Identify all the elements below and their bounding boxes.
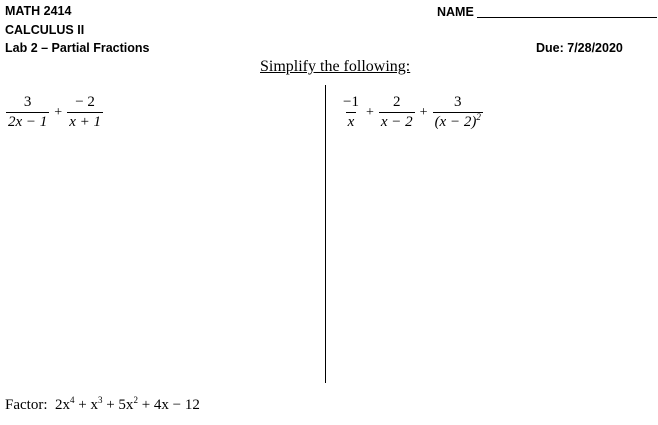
fraction-3	[433, 94, 483, 131]
factor-term-4: + 4x − 12	[137, 397, 200, 413]
course-number: MATH 2414	[5, 4, 72, 18]
due-date: Due: 7/28/2020	[536, 41, 623, 55]
name-label: NAME	[437, 5, 474, 19]
fraction-1	[6, 94, 49, 131]
numerator: − 2	[75, 94, 95, 110]
fraction-1	[341, 94, 361, 131]
exponent: 2	[476, 112, 481, 122]
factor-problem	[5, 397, 200, 414]
denominator: x − 2	[380, 114, 413, 130]
exponent: 3	[97, 395, 103, 405]
denominator	[433, 112, 483, 131]
fraction-2	[379, 94, 415, 131]
exponent: 2	[133, 395, 138, 405]
name-blank-line	[477, 17, 657, 18]
denominator: 2x − 1	[8, 114, 48, 130]
numerator: 3	[453, 94, 462, 110]
denominator: x	[347, 114, 355, 130]
numerator: 3	[23, 94, 32, 110]
problem-1-expression	[4, 94, 105, 131]
denominator: x + 1	[69, 114, 101, 130]
fraction-2	[67, 94, 103, 131]
exponent: 4	[70, 395, 75, 405]
lab-title: Lab 2 – Partial Fractions	[5, 41, 150, 55]
problem-2-expression	[339, 94, 485, 131]
factor-term-3: + 5x	[102, 397, 134, 413]
plus-sign: +	[54, 104, 63, 120]
course-title: CALCULUS II	[5, 23, 85, 37]
numerator: 2	[393, 94, 401, 110]
factor-term-2: + x	[74, 397, 98, 413]
instruction-heading: Simplify the following:	[260, 58, 411, 75]
plus-sign: +	[365, 104, 374, 120]
numerator: −1	[343, 94, 359, 110]
column-divider	[325, 85, 326, 383]
denominator-base: (x − 2)	[434, 114, 477, 130]
factor-label: Factor:	[5, 397, 48, 413]
plus-sign: +	[419, 104, 428, 120]
factor-term-1: 2x	[55, 397, 70, 413]
